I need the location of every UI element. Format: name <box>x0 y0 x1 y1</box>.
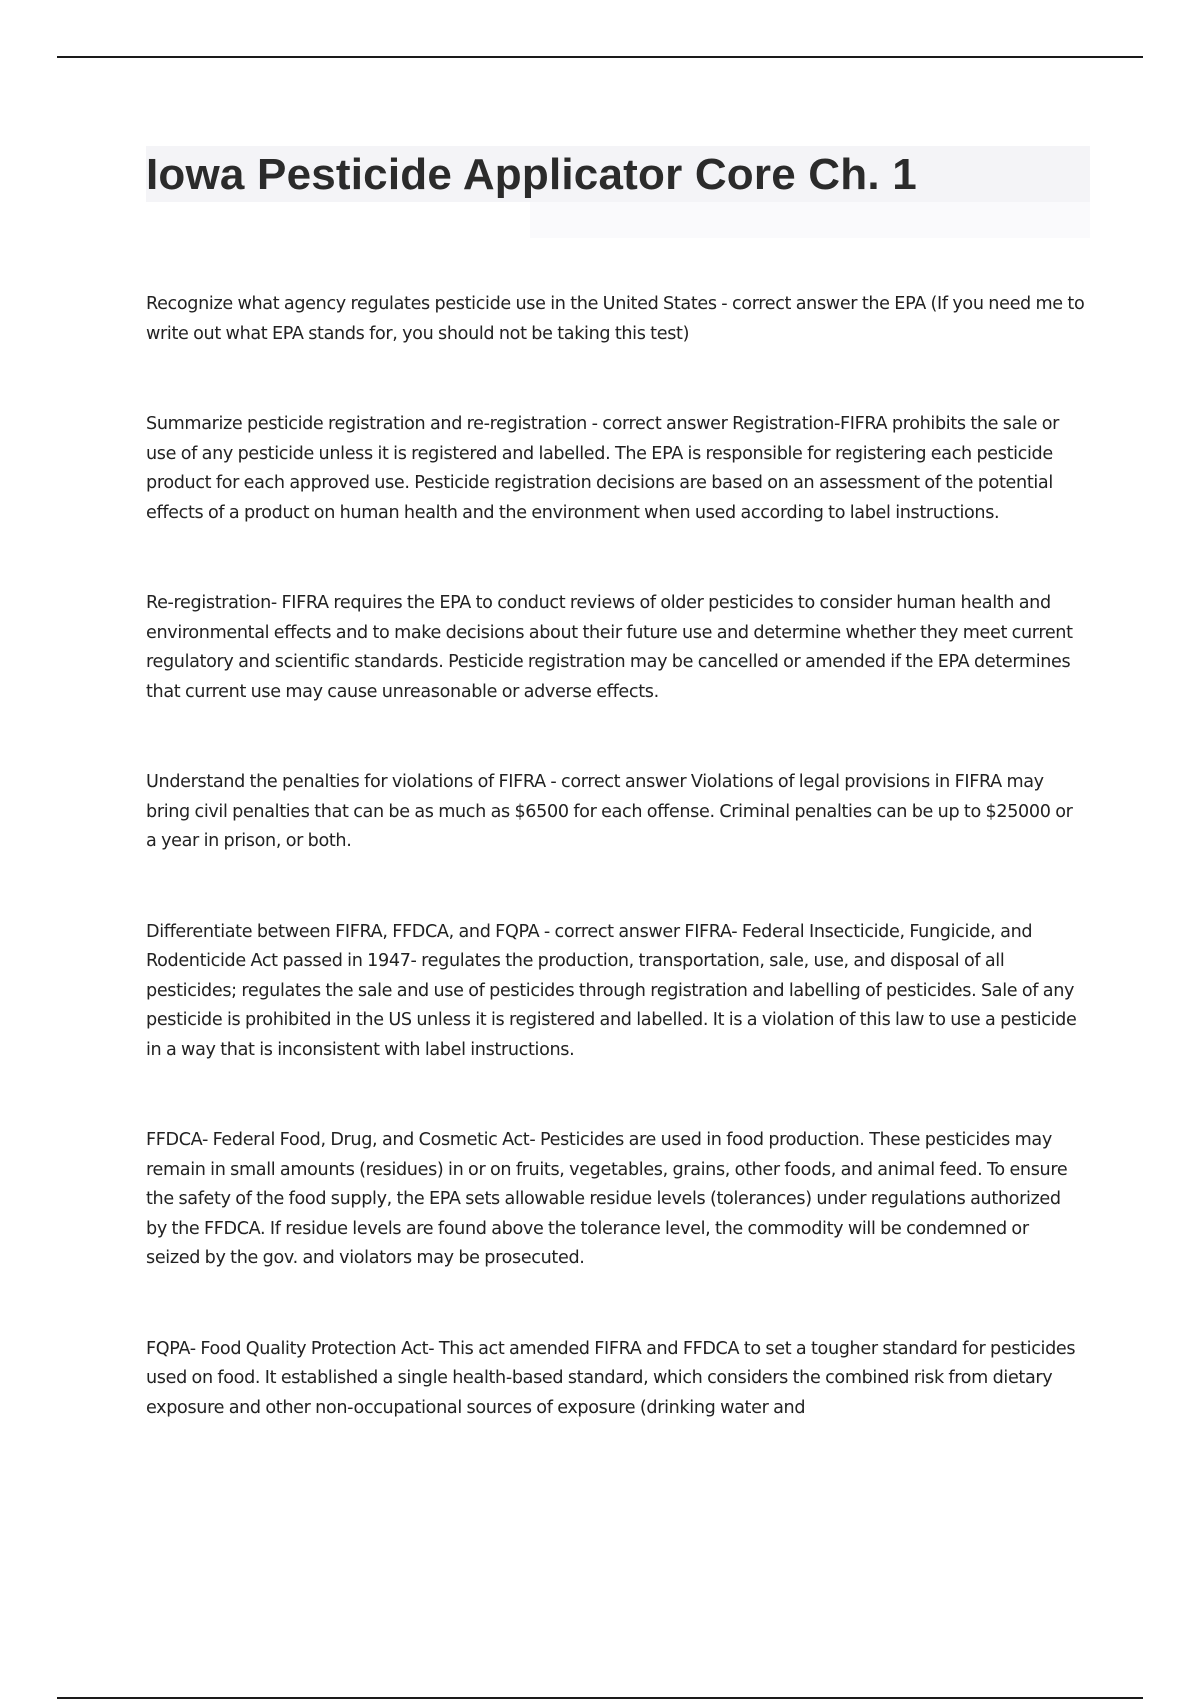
header-rule <box>57 56 1143 58</box>
paragraph-fifra-definition: Differentiate between FIFRA, FFDCA, and FQPA - correct answer FIFRA- Federal Insecticide, Fungicide, and Rodenticide Act passed in 1947- regulates the production, transportation, sale, use, and disposal of all pesticides; regulates the sale and use of pesticides through registration and labelling of pesticides. Sale of any pesticide is prohibited in the US unless it is registered and labelled. It is a violation of this law to use a pesticide in a way that is inconsistent with label instructions. <box>146 921 1077 1060</box>
paragraph-fifra-penalties: Understand the penalties for violations of FIFRA - correct answer Violations of legal provisions in FIFRA may bring civil penalties that can be as much as $6500 for each offense. Criminal penalties can be up to $25000 or a year in prison, or both. <box>146 772 1073 851</box>
paragraph-epa-agency: Recognize what agency regulates pesticide use in the United States - correct answer the EPA (If you need me to write out what EPA stands for, you should not be taking this test) <box>146 294 1085 344</box>
footer-rule <box>57 1697 1143 1699</box>
document-title: Iowa Pesticide Applicator Core Ch. 1 <box>146 150 917 199</box>
paragraph-fqpa: FQPA- Food Quality Protection Act- This act amended FIFRA and FFDCA to set a tougher standard for pesticides used on food. It established a single health-based standard, which considers the combined risk from dietary exposure and other non-occupational sources of exposure (drinking water and <box>146 1338 1076 1418</box>
document-body <box>146 290 1086 1423</box>
paragraph-re-registration: Re-registration- FIFRA requires the EPA to conduct reviews of older pesticides to consider human health and environmental effects and to make decisions about their future use and determine whether they meet current regulatory and scientific standards. Pesticide registration may be cancelled or amended if the EPA determines that current use may cause unreasonable or adverse effects. <box>146 593 1073 702</box>
paragraph-registration: Summarize pesticide registration and re-registration - correct answer Registration-FIFRA prohibits the sale or use of any pesticide unless it is registered and labelled. The EPA is responsible for registering each pesticide product for each approved use. Pesticide registration decisions are based on an assessment of the potential effects of a product on human health and the environment when used according to label instructions. <box>146 414 1059 523</box>
paragraph-ffdca: FFDCA- Federal Food, Drug, and Cosmetic Act- Pesticides are used in food production. These pesticides may remain in small amounts (residues) in or on fruits, vegetables, grains, other foods, and animal feed. To ensure the safety of the food supply, the EPA sets allowable residue levels (tolerances) under regulations authorized by the FFDCA. If residue levels are found above the tolerance level, the commodity will be condemned or seized by the gov. and violators may be prosecuted. <box>146 1130 1068 1268</box>
title-highlight-tail <box>530 202 1090 238</box>
